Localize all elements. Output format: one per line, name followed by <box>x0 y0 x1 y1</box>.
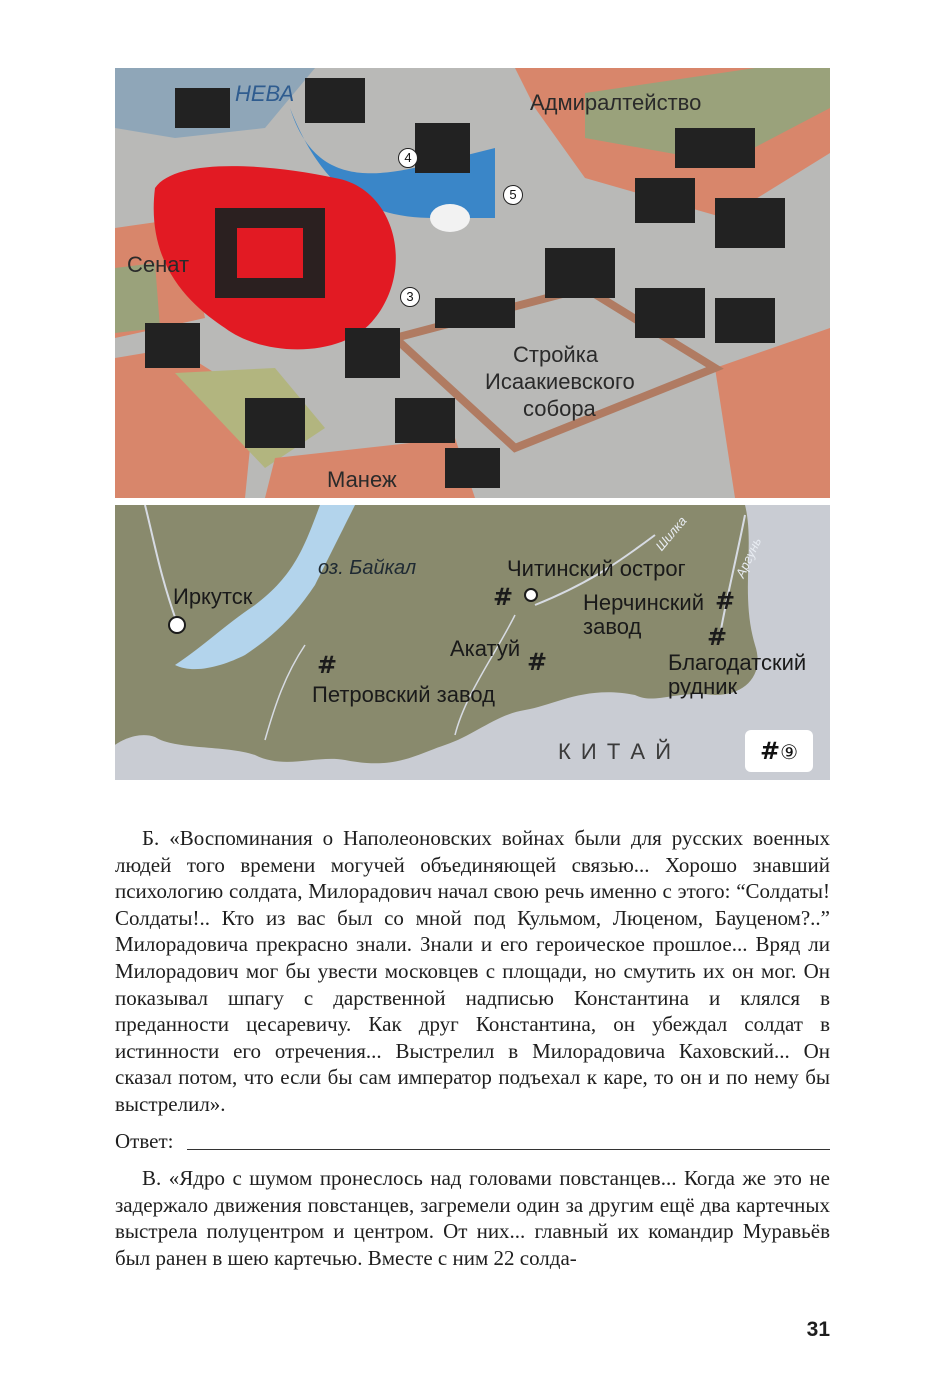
katorga-icon-blagodatsky: # <box>707 623 728 651</box>
source-text-v <box>115 1165 830 1271</box>
map-number: ⑨ <box>780 740 799 764</box>
label-construction-line1: Стройка <box>513 342 599 367</box>
marker-5: 5 <box>503 185 523 205</box>
building-block-se <box>715 328 830 498</box>
label-irkutsk: Иркутск <box>173 584 253 609</box>
label-chita: Читинский острог <box>507 556 686 581</box>
paragraph-b: Б. «Воспоминания о Наполеоновских войнах были для русских военных людей того времени могучей объединяющей связью... Хорошо знавший психологию солдата, Милорадович начал свою речь именно с этого: “Солдаты! Солдаты!.. Кто из вас был со мной под Кульмом, Люценом, Бауценом?..” Милорадовича прекрасно знали. Знали и его героическое прошлое... Вряд ли Милорадович мог бы увести московцев с площади, но смутить их он мог. Он показывал шпагу с дарственной надписью Константина и клялся в преданности цесаревичу. Как друг Константина, он убеждал солдат в истинности его отречения... Выстрелил в Милорадовича Каховский... Он сказал потом, что если бы сам император подъехал к каре, то он и по нему бы выстрелил». <box>115 826 830 1116</box>
label-blagodatsky-line2: рудник <box>668 674 738 699</box>
label-manege: Манеж <box>327 467 397 492</box>
cannon-smoke <box>430 204 470 232</box>
label-construction-line3: собора <box>523 396 596 421</box>
label-admiralty: Адмиралтейство <box>530 90 702 115</box>
label-china: К И Т А Й <box>558 739 674 764</box>
label-nerchinsk-line1: Нерчинский <box>583 590 704 615</box>
label-neva: НЕВА <box>235 81 295 106</box>
label-argun: Аргунь <box>732 534 765 581</box>
label-nerchinsk-line2: завод <box>583 614 642 639</box>
katorga-icon-petrovsky: # <box>317 651 338 679</box>
label-shilka: Шилка <box>652 513 690 554</box>
source-text-b <box>115 825 830 1118</box>
senate-square-map <box>115 68 830 498</box>
answer-underline[interactable] <box>187 1149 830 1150</box>
label-blagodatsky-line1: Благодатский <box>668 650 807 675</box>
irkutsk-city-marker <box>168 616 186 634</box>
answer-label: Ответ: <box>115 1129 174 1153</box>
label-baikal: оз. Байкал <box>318 557 417 579</box>
siberia-exile-map <box>115 505 830 780</box>
label-petrovsky: Петровский завод <box>312 682 495 707</box>
chita-city-marker <box>524 588 538 602</box>
label-senate: Сенат <box>127 252 190 277</box>
katorga-icon-chita: # <box>493 583 514 611</box>
answer-field[interactable] <box>115 1128 830 1156</box>
marker-4: 4 <box>398 148 418 168</box>
label-akatuy: Акатуй <box>450 636 521 661</box>
katorga-legend-icon: # <box>759 737 781 765</box>
katorga-icon-nerchinsk: # <box>715 587 736 615</box>
senate-square-map-graphic <box>115 68 830 498</box>
marker-3: 3 <box>400 287 420 307</box>
rebel-square-center <box>237 228 303 278</box>
katorga-icon-akatuy: # <box>527 648 548 676</box>
page-number: 31 <box>806 1318 830 1341</box>
label-construction-line2: Исаакиевского <box>485 369 635 394</box>
map-number-badge <box>745 730 813 772</box>
paragraph-v: В. «Ядро с шумом пронеслось над головами повстанцев... Когда же это не задержало движения повстанцев, загремели один за другим ещё два картечных выстрела полуцентром и центром. От них... главный их командир Муравьёв был ранен в шею картечью. Вместе с ним 22 солда- <box>115 1166 830 1270</box>
